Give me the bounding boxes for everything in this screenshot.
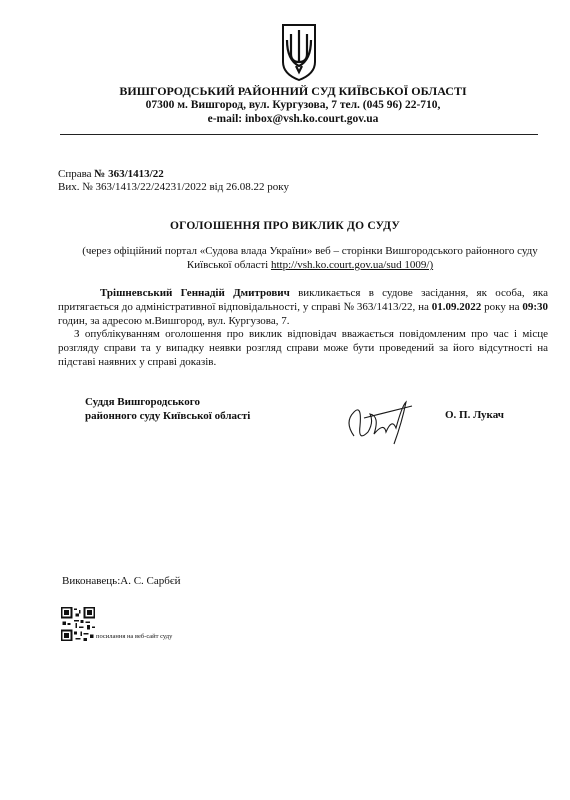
hearing-date: 01.09.2022 [431, 301, 482, 313]
notice-subtitle-text: (через офіційний портал «Судова влада України» веб – сторінки Вишгородського районного суду Київської області [82, 245, 538, 271]
judge-name: О. П. Лукач [445, 409, 504, 421]
case-number-line [58, 168, 164, 180]
coat-of-arms-icon [280, 22, 318, 82]
executor-line: Виконавець:А. С. Сарбєй [62, 575, 181, 587]
case-number: № 363/1413/22 [94, 168, 164, 180]
judge-title-line-1: Суддя Вишгородського [85, 396, 200, 408]
judge-title [85, 395, 250, 423]
court-email: e-mail: inbox@vsh.ko.court.gov.ua [207, 113, 379, 125]
summons-text-a: викликається в судове засідання, як особа, яка притягається до адміністративної відповідальності, у справі № 363/1413/22, на [58, 287, 548, 313]
summons-text-c: годин, за адресою м.Вишгород, вул. Кургузова, 7. [58, 315, 290, 327]
hearing-time: 09:30 [522, 301, 548, 313]
notice-title: ОГОЛОШЕННЯ ПРО ВИКЛИК ДО СУДУ [169, 220, 401, 232]
summons-text-b: року на [481, 301, 523, 313]
court-website-link[interactable]: http://vsh.ko.court.gov.ua/sud 1009/) [270, 259, 434, 271]
qr-code-icon [61, 607, 95, 641]
case-label: Справа [58, 168, 95, 180]
judge-title-line-2: районного суду Київської області [85, 410, 251, 422]
court-name: ВИШГОРОДСЬКИЙ РАЙОННИЙ СУД КИЇВСЬКОЇ ОБЛАСТІ [119, 84, 467, 98]
qr-caption: посилання на веб-сайт суду [96, 633, 173, 640]
outgoing-number: Вих. № 363/1413/22/24231/2022 від 26.08.22 року [58, 181, 289, 193]
court-address: 07300 м. Вишгород, вул. Кургузова, 7 тел. (045 96) 22-710, [145, 99, 441, 111]
header-divider [60, 134, 538, 135]
defendant-name: Трішневський Геннадій Дмитрович [100, 287, 290, 299]
summons-paragraph [58, 286, 548, 328]
handwritten-signature [340, 392, 420, 450]
notice-subtitle [80, 244, 540, 272]
consequence-paragraph: З опублікуванням оголошення про виклик відповідач вважається повідомленим про час і місце розгляду справи та у випадку неявки розгляд справи може бути проведений за його відсутності на підставі наявних у справі доказів. [58, 328, 548, 368]
